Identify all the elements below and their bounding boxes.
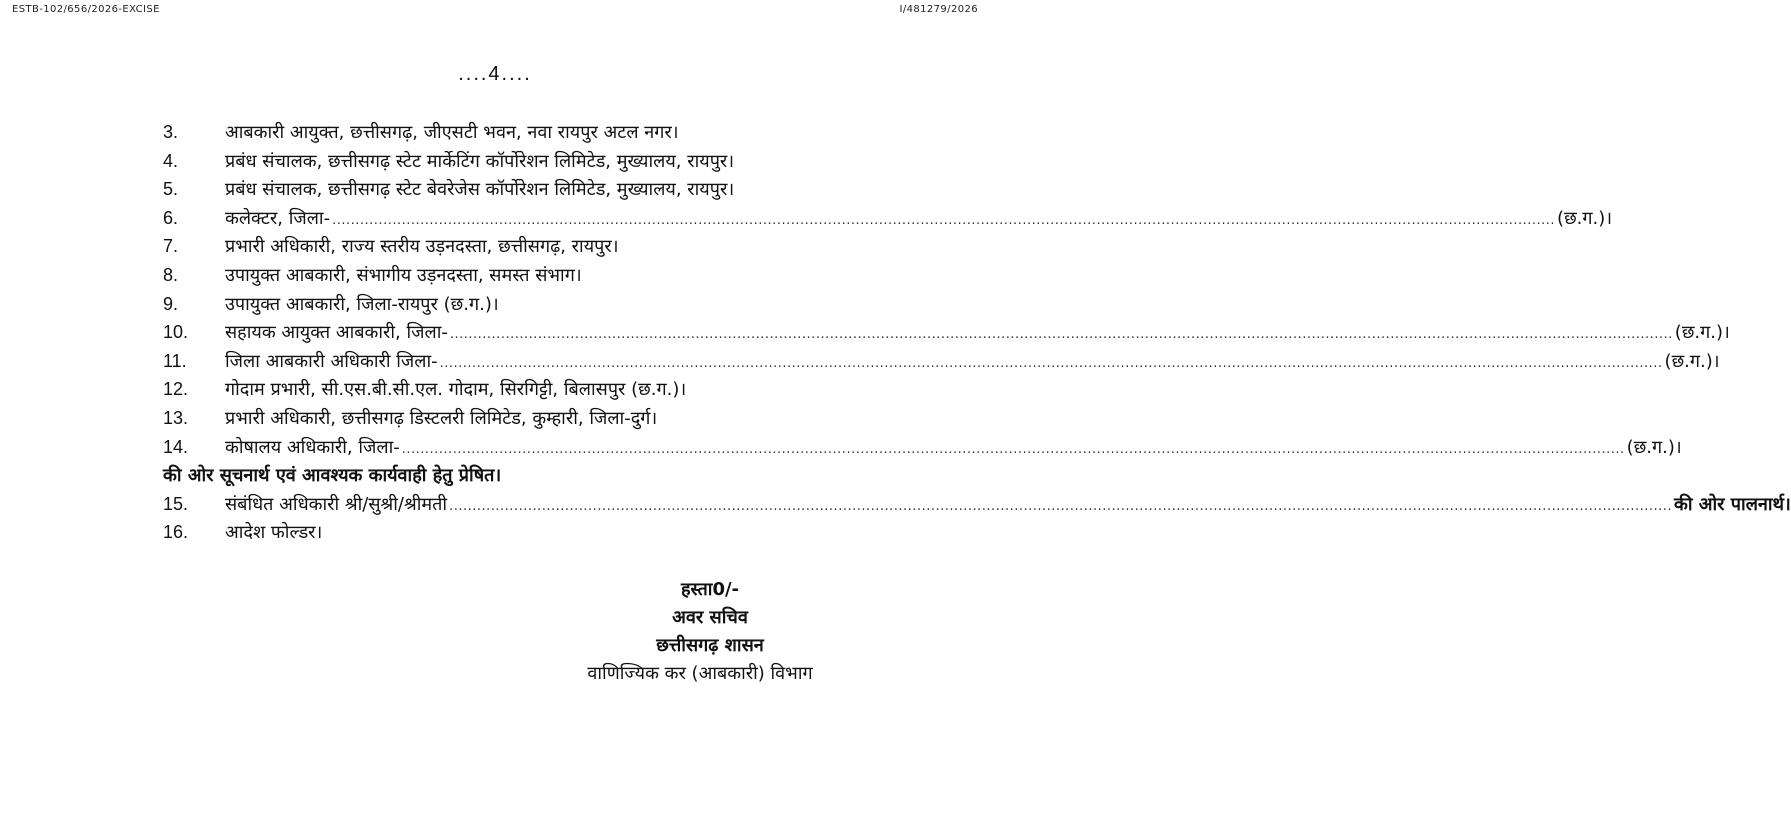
list-item-text: प्रबंध संचालक, छत्तीसगढ़ स्टेट बेवरेजेस कॉर्पोरेशन लिमिटेड, मुख्यालय, रायपुर। [225, 179, 735, 201]
list-item-number: 4. [163, 150, 179, 171]
list-item [163, 320, 1730, 349]
list-item-content [225, 263, 873, 287]
page-marker: ....4.... [458, 63, 532, 85]
list-item-text: गोदाम प्रभारी, सी.एस.बी.सी.एल. गोदाम, सिरगिट्टी, बिलासपुर (छ.ग.)। [225, 379, 687, 401]
list-item-suffix: (छ.ग.)। [1664, 350, 1720, 372]
fill-in-blank [402, 442, 1625, 457]
list-item-number: 14. [163, 436, 189, 457]
list-item-content [225, 177, 873, 201]
list-item-number: 7. [163, 236, 179, 257]
list-item-number: 16. [163, 522, 189, 543]
signatory-government: छत्तीसगढ़ शासन [656, 635, 764, 656]
list-item-text: उपायुक्त आबकारी, जिला-रायपुर (छ.ग.)। [225, 293, 499, 315]
list-item-text: प्रभारी अधिकारी, छत्तीसगढ़ डिस्टलरी लिमिटेड, कुम्हारी, जिला-दुर्ग। [225, 407, 658, 429]
list-item [163, 120, 873, 149]
signature-block [560, 577, 860, 689]
fill-in-blank [332, 213, 1555, 228]
list-item [163, 292, 873, 321]
list-item-text: प्रभारी अधिकारी, राज्य स्तरीय उड़नदस्ता, छत्तीसगढ़, रायपुर। [225, 236, 619, 258]
list-item-suffix: (छ.ग.)। [1626, 436, 1682, 458]
forward-note: की ओर सूचनार्थ एवं आवश्यक कार्यवाही हेतु प्रेषित। [163, 465, 502, 487]
list-item [163, 349, 1720, 378]
list-item-content [225, 406, 873, 430]
list-item-number: 5. [163, 179, 179, 200]
list-item-text: सहायक आयुक्त आबकारी, जिला- [225, 322, 448, 344]
list-item [163, 149, 873, 178]
list-item-suffix: की ओर पालनार्थ। [1674, 493, 1791, 515]
list-item [163, 234, 873, 263]
list-item-text: जिला आबकारी अधिकारी जिला- [225, 350, 438, 372]
list-item-number: 6. [163, 207, 179, 228]
file-reference-left: ESTB-102/656/2026-EXCISE [12, 4, 160, 15]
list-item-text: प्रबंध संचालक, छत्तीसगढ़ स्टेट मार्केटिंग कॉर्पोरेशन लिमिटेड, मुख्यालय, रायपुर। [225, 150, 735, 172]
list-item [163, 263, 873, 292]
signed-mark: हस्ता0/- [680, 579, 740, 600]
distribution-list [163, 120, 1791, 549]
list-item-number: 13. [163, 407, 189, 428]
list-item [163, 406, 873, 435]
list-item-content [225, 234, 873, 258]
list-item-content [225, 435, 1682, 459]
list-item-content [225, 206, 1612, 230]
list-item-suffix: (छ.ग.)। [1674, 322, 1730, 344]
list-item-suffix: (छ.ग.)। [1557, 207, 1613, 229]
list-item [163, 520, 873, 549]
fill-in-blank [450, 327, 1673, 342]
list-item-content [225, 292, 873, 316]
list-item-text: आदेश फोल्डर। [225, 522, 323, 544]
list-item-number: 15. [163, 493, 189, 514]
list-item-number: 8. [163, 264, 179, 285]
list-item-content [225, 120, 873, 144]
file-reference-right: I/481279/2026 [899, 4, 978, 15]
fill-in-blank [440, 356, 1663, 371]
list-item-text: कोषालय अधिकारी, जिला- [225, 436, 400, 458]
signatory-designation: अवर सचिव [672, 607, 748, 628]
list-item-text: आबकारी आयुक्त, छत्तीसगढ़, जीएसटी भवन, नवा रायपुर अटल नगर। [225, 122, 679, 143]
list-item-number: 10. [163, 322, 189, 343]
list-item-number: 11. [163, 350, 187, 371]
list-item-text: कलेक्टर, जिला- [225, 207, 331, 229]
list-item-text: संबंधित अधिकारी श्री/सुश्री/श्रीमती [225, 493, 448, 515]
list-item-content [225, 349, 1720, 373]
list-item-number: 9. [163, 293, 179, 314]
list-item-content [225, 320, 1730, 344]
list-item-content [225, 492, 1791, 516]
list-item-number: 12. [163, 379, 189, 400]
list-item [163, 492, 1791, 521]
list-item [163, 435, 1682, 464]
list-item-content [225, 520, 873, 544]
list-item-number: 3. [163, 122, 179, 142]
list-item [163, 377, 873, 406]
list-item-content [225, 149, 873, 173]
list-item-content [225, 377, 873, 401]
list-item [163, 206, 1613, 235]
fill-in-blank [449, 499, 1672, 514]
list-item-text: उपायुक्त आबकारी, संभागीय उड़नदस्ता, समस्त संभाग। [225, 264, 582, 286]
signatory-department: वाणिज्यिक कर (आबकारी) विभाग [587, 663, 813, 684]
list-item [163, 177, 873, 206]
